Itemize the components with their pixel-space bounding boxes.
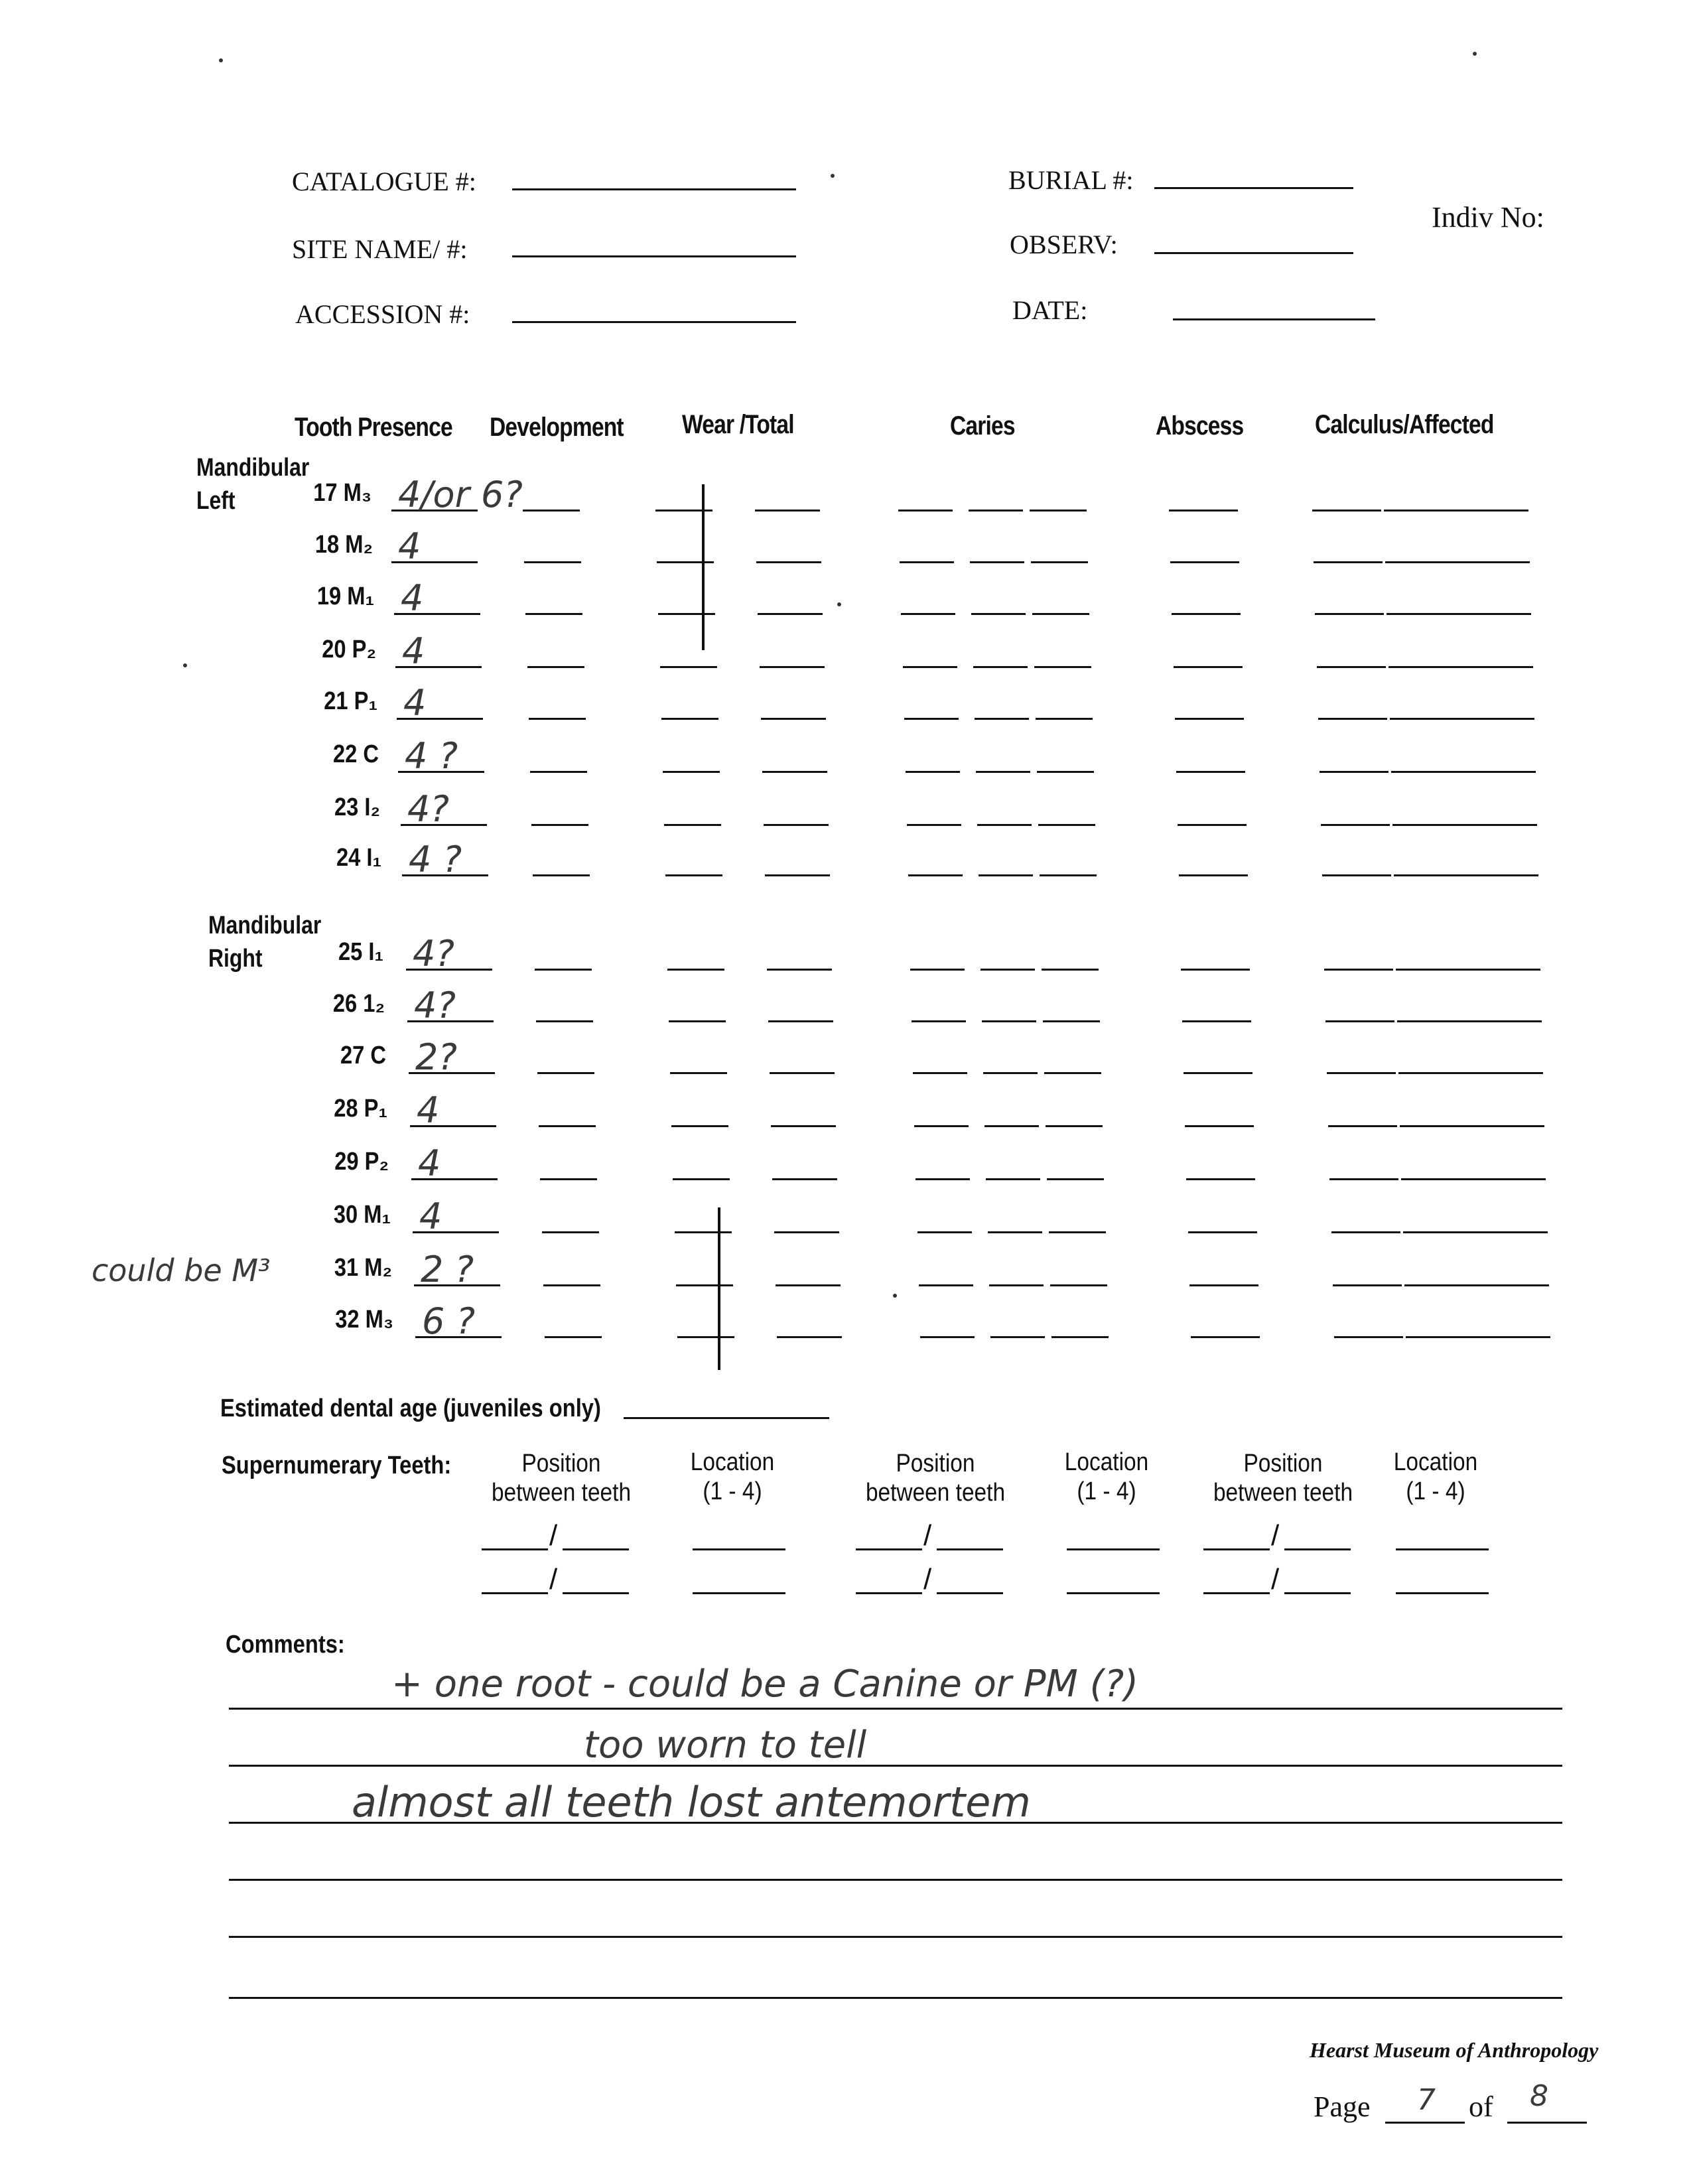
- col-abscess: Abscess: [1156, 411, 1244, 441]
- sup-location-line1: Location: [690, 1448, 775, 1476]
- col-caries: Caries: [950, 411, 1015, 441]
- comment-line-1[interactable]: [229, 1708, 1562, 1710]
- sup-location-field[interactable]: [693, 1592, 785, 1594]
- affected-field[interactable]: [1396, 969, 1540, 971]
- sup-location-head: [1377, 1448, 1494, 1506]
- caries-field-2[interactable]: [990, 1336, 1045, 1338]
- sup-position-field-a[interactable]: [856, 1592, 922, 1594]
- sup-slash-mark: /: [923, 1563, 932, 1596]
- sup-position-head: [1201, 1449, 1365, 1507]
- wear-bracket-lower: [718, 1207, 720, 1370]
- presence-value: 4?: [407, 788, 450, 830]
- sup-position-field-a[interactable]: [482, 1548, 548, 1550]
- tooth-label: 24 I₁: [336, 844, 381, 872]
- presence-value: 2?: [415, 1036, 458, 1078]
- caries-field-3[interactable]: [1037, 771, 1094, 773]
- caries-field-3[interactable]: [1050, 1284, 1107, 1286]
- abscess-field[interactable]: [1172, 613, 1241, 615]
- caries-field-2[interactable]: [971, 613, 1026, 615]
- sup-position-line1: Position: [521, 1450, 601, 1477]
- wear-field[interactable]: [661, 718, 718, 720]
- tooth-row: [0, 1088, 1693, 1141]
- group-left-line2: Left: [196, 487, 236, 515]
- total-field[interactable]: [758, 613, 823, 615]
- sup-position-field-b[interactable]: [937, 1592, 1003, 1594]
- total-field[interactable]: [768, 1020, 833, 1022]
- sup-position-line1: Position: [896, 1450, 975, 1477]
- estimated-age-label: Estimated dental age (juveniles only): [220, 1395, 601, 1422]
- caries-field-1[interactable]: [907, 824, 961, 826]
- caries-field-2[interactable]: [984, 1125, 1039, 1127]
- page-label: Page: [1314, 2090, 1371, 2123]
- burial-field[interactable]: [1154, 187, 1353, 189]
- presence-value: 4/or 6?: [398, 474, 523, 515]
- scan-speck: [219, 58, 223, 62]
- affected-field[interactable]: [1400, 1125, 1544, 1127]
- scan-speck: [837, 602, 841, 606]
- burial-label: BURIAL #:: [1008, 165, 1134, 195]
- page-total: 8: [1530, 2079, 1548, 2113]
- abscess-field[interactable]: [1188, 1231, 1257, 1233]
- calculus-field[interactable]: [1315, 613, 1384, 615]
- caries-field-1[interactable]: [919, 1284, 973, 1286]
- sup-position-field-a[interactable]: [1203, 1592, 1270, 1594]
- group-right-line2: Right: [208, 945, 263, 973]
- wear-field[interactable]: [663, 771, 720, 773]
- development-field[interactable]: [542, 1231, 599, 1233]
- caries-field-1[interactable]: [900, 561, 954, 563]
- calculus-field[interactable]: [1333, 1284, 1402, 1286]
- caries-field-3[interactable]: [1038, 824, 1095, 826]
- tooth-label: 23 I₂: [334, 793, 380, 821]
- tooth-label: 28 P₁: [334, 1095, 387, 1123]
- presence-value: 4?: [414, 985, 456, 1026]
- wear-field[interactable]: [658, 613, 715, 615]
- total-field[interactable]: [765, 874, 830, 876]
- tooth-row: [0, 1299, 1693, 1352]
- affected-field[interactable]: [1401, 1178, 1546, 1180]
- affected-field[interactable]: [1398, 1072, 1543, 1074]
- calculus-field[interactable]: [1331, 1231, 1400, 1233]
- abscess-field[interactable]: [1185, 1125, 1254, 1127]
- abscess-field[interactable]: [1191, 1336, 1260, 1338]
- abscess-field[interactable]: [1189, 1284, 1258, 1286]
- wear-field[interactable]: [676, 1284, 733, 1286]
- accession-label: ACCESSION #:: [295, 299, 470, 329]
- wear-field[interactable]: [670, 1072, 727, 1074]
- sup-slash-mark: /: [549, 1519, 558, 1552]
- col-calculus-affected: Calculus/Affected: [1315, 410, 1494, 439]
- caries-field-3[interactable]: [1051, 1336, 1109, 1338]
- sup-location-field[interactable]: [693, 1548, 785, 1550]
- caries-field-3[interactable]: [1044, 1072, 1101, 1074]
- comment-line-5[interactable]: [229, 1936, 1562, 1938]
- sup-location-head: [674, 1448, 791, 1506]
- caries-field-1[interactable]: [904, 718, 959, 720]
- presence-value: 4 ?: [409, 839, 462, 880]
- caries-field-2[interactable]: [983, 1072, 1038, 1074]
- sup-position-field-a[interactable]: [482, 1592, 548, 1594]
- of-label: of: [1469, 2090, 1493, 2123]
- development-field[interactable]: [533, 874, 590, 876]
- caries-field-3[interactable]: [1032, 613, 1089, 615]
- abscess-field[interactable]: [1176, 771, 1245, 773]
- comment-text-1: + one root - could be a Canine or PM (?): [391, 1663, 1139, 1706]
- wear-field[interactable]: [667, 969, 724, 971]
- comment-text-2: too worn to tell: [584, 1724, 867, 1767]
- page-total-line: [1507, 2122, 1587, 2124]
- development-field[interactable]: [537, 1072, 594, 1074]
- sup-location-field[interactable]: [1067, 1548, 1160, 1550]
- wear-field[interactable]: [671, 1125, 728, 1127]
- tooth-label: 18 M₂: [314, 531, 373, 559]
- caries-field-2[interactable]: [979, 874, 1033, 876]
- sup-position-line2: between teeth: [491, 1479, 632, 1507]
- caries-field-2[interactable]: [973, 666, 1028, 668]
- estimated-age-field[interactable]: [624, 1417, 829, 1419]
- presence-value: 2 ?: [421, 1249, 474, 1290]
- calculus-field[interactable]: [1317, 666, 1386, 668]
- site-name-field[interactable]: [512, 255, 796, 257]
- abscess-field[interactable]: [1174, 666, 1243, 668]
- sup-location-line2: (1 - 4): [703, 1477, 762, 1505]
- calculus-field[interactable]: [1314, 561, 1383, 563]
- tooth-label: 20 P₂: [322, 636, 376, 663]
- tooth-row: [0, 681, 1693, 734]
- abscess-field[interactable]: [1186, 1178, 1255, 1180]
- affected-field[interactable]: [1406, 1336, 1550, 1338]
- wear-field[interactable]: [675, 1231, 732, 1233]
- museum-name: Hearst Museum of Anthropology: [1310, 2038, 1599, 2062]
- development-field[interactable]: [540, 1178, 597, 1180]
- tooth-label: 22 C: [332, 740, 379, 768]
- caries-field-2[interactable]: [970, 561, 1024, 563]
- wear-bracket-upper: [702, 484, 705, 650]
- tooth-row: [0, 629, 1693, 682]
- total-field[interactable]: [772, 1178, 837, 1180]
- presence-value: 4: [419, 1195, 442, 1237]
- tooth-label: 27 C: [340, 1042, 386, 1069]
- presence-value: 6 ?: [422, 1300, 476, 1342]
- caries-field-3[interactable]: [1030, 510, 1087, 512]
- sup-position-field-b[interactable]: [563, 1592, 629, 1594]
- sup-location-line1: Location: [1393, 1448, 1478, 1476]
- caries-field-1[interactable]: [906, 771, 960, 773]
- wear-field[interactable]: [669, 1020, 726, 1022]
- caries-field-2[interactable]: [977, 824, 1032, 826]
- sup-location-line2: (1 - 4): [1077, 1477, 1136, 1505]
- caries-field-1[interactable]: [917, 1231, 972, 1233]
- tooth-row: [0, 1141, 1693, 1194]
- affected-field[interactable]: [1391, 771, 1536, 773]
- total-field[interactable]: [771, 1125, 836, 1127]
- tooth-row: [0, 472, 1693, 525]
- caries-field-3[interactable]: [1031, 561, 1088, 563]
- comment-text-3: almost all teeth lost antemortem: [352, 1778, 1031, 1826]
- caries-field-3[interactable]: [1036, 718, 1093, 720]
- total-field[interactable]: [755, 510, 820, 512]
- tooth-row: [0, 734, 1693, 787]
- sup-position-head: [480, 1449, 643, 1507]
- caries-field-3[interactable]: [1049, 1231, 1106, 1233]
- abscess-field[interactable]: [1175, 718, 1244, 720]
- scan-speck: [893, 1294, 897, 1298]
- total-field[interactable]: [767, 969, 832, 971]
- scan-speck: [1473, 52, 1477, 56]
- caries-field-1[interactable]: [898, 510, 953, 512]
- sup-slash-mark: /: [1271, 1519, 1280, 1552]
- tooth-label: 30 M₁: [333, 1201, 391, 1229]
- affected-field[interactable]: [1392, 824, 1537, 826]
- affected-field[interactable]: [1387, 613, 1531, 615]
- sup-slash-mark: /: [1271, 1563, 1280, 1596]
- caries-field-1[interactable]: [901, 613, 955, 615]
- col-development: Development: [490, 413, 624, 442]
- affected-field[interactable]: [1403, 1231, 1548, 1233]
- comment-line-4[interactable]: [229, 1879, 1562, 1881]
- caries-field-2[interactable]: [982, 1020, 1036, 1022]
- caries-field-2[interactable]: [976, 771, 1030, 773]
- calculus-field[interactable]: [1324, 969, 1393, 971]
- date-field[interactable]: [1173, 318, 1375, 320]
- calculus-field[interactable]: [1318, 718, 1387, 720]
- observer-label: OBSERV:: [1010, 230, 1118, 259]
- total-field[interactable]: [760, 666, 825, 668]
- total-field[interactable]: [762, 771, 827, 773]
- group-right-line1: Mandibular: [208, 912, 322, 939]
- total-field[interactable]: [776, 1284, 841, 1286]
- development-field[interactable]: [525, 613, 582, 615]
- total-field[interactable]: [770, 1072, 835, 1074]
- development-field[interactable]: [531, 824, 588, 826]
- margin-note: could be M³: [92, 1253, 271, 1288]
- sup-location-line2: (1 - 4): [1406, 1477, 1465, 1505]
- caries-field-1[interactable]: [910, 969, 965, 971]
- calculus-field[interactable]: [1329, 1178, 1398, 1180]
- tooth-label: 31 M₂: [334, 1254, 392, 1282]
- sup-location-field[interactable]: [1396, 1592, 1489, 1594]
- date-label: DATE:: [1012, 295, 1088, 325]
- tooth-label: 25 I₁: [338, 938, 383, 966]
- sup-location-field[interactable]: [1396, 1548, 1489, 1550]
- comment-line-2[interactable]: [229, 1765, 1562, 1767]
- development-field[interactable]: [529, 718, 586, 720]
- wear-field[interactable]: [657, 561, 714, 563]
- tooth-label: 19 M₁: [316, 582, 374, 610]
- wear-field[interactable]: [677, 1336, 734, 1338]
- development-field[interactable]: [527, 666, 584, 668]
- sup-position-field-b[interactable]: [937, 1548, 1003, 1550]
- presence-value: 4: [403, 682, 427, 724]
- scan-speck: [183, 663, 187, 667]
- affected-field[interactable]: [1388, 666, 1533, 668]
- page-number-line: [1385, 2122, 1465, 2124]
- sup-position-line2: between teeth: [865, 1479, 1006, 1507]
- comments-label: Comments:: [226, 1631, 345, 1659]
- caries-field-2[interactable]: [969, 510, 1023, 512]
- presence-value: 4: [402, 630, 425, 672]
- col-wear-total: Wear /Total: [682, 410, 794, 439]
- indiv-no-label: Indiv No:: [1432, 201, 1544, 234]
- calculus-field[interactable]: [1322, 874, 1391, 876]
- development-field[interactable]: [536, 1020, 593, 1022]
- caries-field-1[interactable]: [908, 874, 963, 876]
- tooth-row: [0, 837, 1693, 890]
- affected-field[interactable]: [1384, 510, 1528, 512]
- wear-field[interactable]: [660, 666, 717, 668]
- sup-slash-mark: /: [923, 1519, 932, 1552]
- page-number: 7: [1417, 2083, 1436, 2117]
- supernumerary-label: Supernumerary Teeth:: [222, 1452, 452, 1479]
- total-field[interactable]: [764, 824, 829, 826]
- caries-field-2[interactable]: [981, 969, 1035, 971]
- caries-field-3[interactable]: [1046, 1125, 1103, 1127]
- calculus-field[interactable]: [1325, 1020, 1394, 1022]
- sup-position-field-a[interactable]: [856, 1548, 922, 1550]
- presence-value: 4?: [413, 933, 455, 975]
- abscess-field[interactable]: [1182, 1020, 1251, 1022]
- development-field[interactable]: [535, 969, 592, 971]
- abscess-field[interactable]: [1169, 510, 1238, 512]
- tooth-row: [0, 983, 1693, 1036]
- affected-field[interactable]: [1394, 874, 1538, 876]
- abscess-field[interactable]: [1184, 1072, 1253, 1074]
- calculus-field[interactable]: [1334, 1336, 1403, 1338]
- affected-field[interactable]: [1397, 1020, 1542, 1022]
- sup-position-line1: Position: [1243, 1450, 1323, 1477]
- calculus-field[interactable]: [1320, 771, 1388, 773]
- sup-position-head: [854, 1449, 1017, 1507]
- development-field[interactable]: [524, 561, 581, 563]
- calculus-field[interactable]: [1327, 1072, 1396, 1074]
- development-field[interactable]: [539, 1125, 596, 1127]
- observer-field[interactable]: [1154, 252, 1353, 254]
- presence-value: 4: [398, 525, 421, 567]
- sup-location-field[interactable]: [1067, 1592, 1160, 1594]
- catalogue-label: CATALOGUE #:: [292, 167, 476, 196]
- total-field[interactable]: [756, 561, 821, 563]
- wear-field[interactable]: [665, 874, 722, 876]
- caries-field-1[interactable]: [914, 1125, 969, 1127]
- sup-position-field-b[interactable]: [1284, 1592, 1351, 1594]
- caries-field-3[interactable]: [1042, 969, 1099, 971]
- abscess-field[interactable]: [1179, 874, 1248, 876]
- tooth-row: [0, 524, 1693, 577]
- development-field[interactable]: [530, 771, 587, 773]
- tooth-label: 29 P₂: [334, 1148, 389, 1176]
- sup-position-field-b[interactable]: [1284, 1548, 1351, 1550]
- caries-field-3[interactable]: [1047, 1178, 1104, 1180]
- abscess-field[interactable]: [1178, 824, 1247, 826]
- presence-value: 4 ?: [405, 735, 458, 777]
- group-left-line1: Mandibular: [196, 454, 310, 482]
- sup-location-line1: Location: [1064, 1448, 1149, 1476]
- caries-field-1[interactable]: [903, 666, 957, 668]
- caries-field-3[interactable]: [1043, 1020, 1100, 1022]
- caries-field-3[interactable]: [1034, 666, 1091, 668]
- development-field[interactable]: [543, 1284, 600, 1286]
- total-field[interactable]: [777, 1336, 842, 1338]
- abscess-field[interactable]: [1181, 969, 1250, 971]
- caries-field-1[interactable]: [920, 1336, 975, 1338]
- sup-slash-mark: /: [549, 1563, 558, 1596]
- total-field[interactable]: [774, 1231, 839, 1233]
- affected-field[interactable]: [1404, 1284, 1549, 1286]
- col-tooth-presence: Tooth Presence: [295, 413, 452, 442]
- tooth-label: 17 M₃: [313, 479, 372, 507]
- caries-field-2[interactable]: [975, 718, 1029, 720]
- catalogue-field[interactable]: [512, 188, 796, 190]
- presence-value: 4: [417, 1089, 440, 1131]
- caries-field-1[interactable]: [913, 1072, 967, 1074]
- comment-line-6[interactable]: [229, 1997, 1562, 1999]
- caries-field-2[interactable]: [989, 1284, 1044, 1286]
- affected-field[interactable]: [1385, 561, 1530, 563]
- calculus-field[interactable]: [1312, 510, 1381, 512]
- caries-field-1[interactable]: [915, 1178, 970, 1180]
- wear-field[interactable]: [673, 1178, 730, 1180]
- calculus-field[interactable]: [1321, 824, 1390, 826]
- tooth-label: 21 P₁: [324, 687, 377, 715]
- wear-field[interactable]: [664, 824, 721, 826]
- sup-position-line2: between teeth: [1213, 1479, 1353, 1507]
- caries-field-2[interactable]: [988, 1231, 1042, 1233]
- caries-field-2[interactable]: [986, 1178, 1040, 1180]
- tooth-label: 32 M₃: [335, 1306, 393, 1333]
- total-field[interactable]: [761, 718, 826, 720]
- presence-value: 4: [418, 1142, 441, 1184]
- caries-field-3[interactable]: [1040, 874, 1097, 876]
- tooth-row: [0, 576, 1693, 629]
- tooth-label: 26 1₂: [332, 990, 385, 1018]
- accession-field[interactable]: [512, 321, 796, 323]
- scan-speck: [831, 174, 835, 178]
- sup-position-field-b[interactable]: [563, 1548, 629, 1550]
- tooth-row: [0, 1194, 1693, 1247]
- site-name-label: SITE NAME/ #:: [292, 234, 468, 264]
- tooth-row: [0, 931, 1693, 985]
- affected-field[interactable]: [1390, 718, 1534, 720]
- tooth-row: [0, 1035, 1693, 1088]
- development-field[interactable]: [545, 1336, 602, 1338]
- calculus-field[interactable]: [1328, 1125, 1397, 1127]
- sup-location-head: [1048, 1448, 1165, 1506]
- presence-value: 4: [401, 577, 424, 619]
- abscess-field[interactable]: [1170, 561, 1239, 563]
- sup-position-field-a[interactable]: [1203, 1548, 1270, 1550]
- tooth-row: [0, 787, 1693, 840]
- caries-field-1[interactable]: [912, 1020, 966, 1022]
- development-field[interactable]: [523, 510, 580, 512]
